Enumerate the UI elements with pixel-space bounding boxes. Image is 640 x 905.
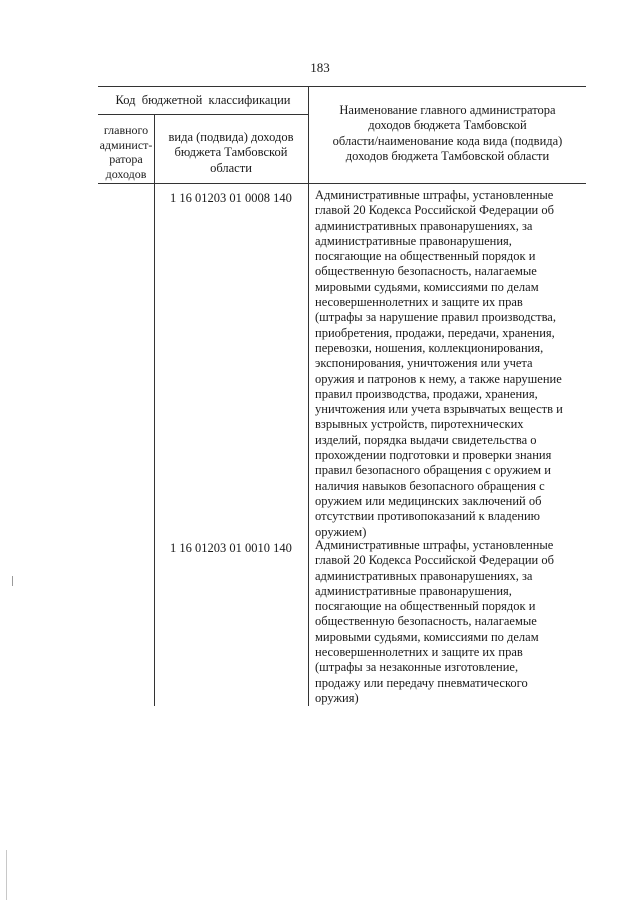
scan-artifact-mark (12, 576, 13, 586)
table-row-1-description: Административные штрафы, установленные главой 20 Кодекса Российской Федерации об административных правонарушениях, за административные правонарушения, посягающие на общественный порядок и общественную безопасность, налагаемые мировыми судьями, комиссиями по делам несовершеннолетних и защите их прав (штрафы за нарушение правил производства, приобретения, продажи, передачи, хранения, перевозки, ношения, коллекционирования, экспонирования, уничтожения или учета оружия и патронов к нему, а также нарушение правил производства, продажи, хранения, уничтожения или учета взрывчатых веществ и взрывных устройств, пиротехнических изделий, порядка выдачи свидетельства о прохождении подготовки и проверки знания правил безопасного обращения с оружием и наличия навыков безопасного обращения с оружием или медицинских заключений об отсутствии противопоказаний к владению оружием) (315, 188, 563, 539)
header-bottom-border (98, 183, 586, 184)
header-admin-code: главного админист- ратора доходов (99, 123, 153, 181)
header-name: Наименование главного администратора доходов бюджета Тамбовской области/наименование кода вида (подвида) доходов бюджета Тамбовской области (332, 103, 563, 163)
table-top-border (98, 86, 586, 87)
table-row-1-income-code: 1 16 01203 01 0008 140 (170, 191, 292, 205)
column-divider-2 (308, 86, 309, 706)
table-row-2-description: Административные штрафы, установленные главой 20 Кодекса Российской Федерации об административных правонарушениях, за административные правонарушения, посягающие на общественный порядок и общественную безопасность, налагаемые мировыми судьями, комиссиями по делам несовершеннолетних и защите их прав (штрафы за незаконные изготовление, продажу или передачу пневматического оружия) (315, 538, 554, 705)
table-row-2-income-code: 1 16 01203 01 0010 140 (170, 541, 292, 555)
header-income-code: вида (подвида) доходов бюджета Тамбовской области (168, 130, 294, 175)
column-divider-1 (154, 114, 155, 706)
scan-artifact-mark (6, 850, 7, 900)
header-group-title: Код бюджетной классификации (115, 93, 291, 107)
header-group-divider (98, 114, 308, 115)
page-number: 183 (310, 60, 330, 75)
